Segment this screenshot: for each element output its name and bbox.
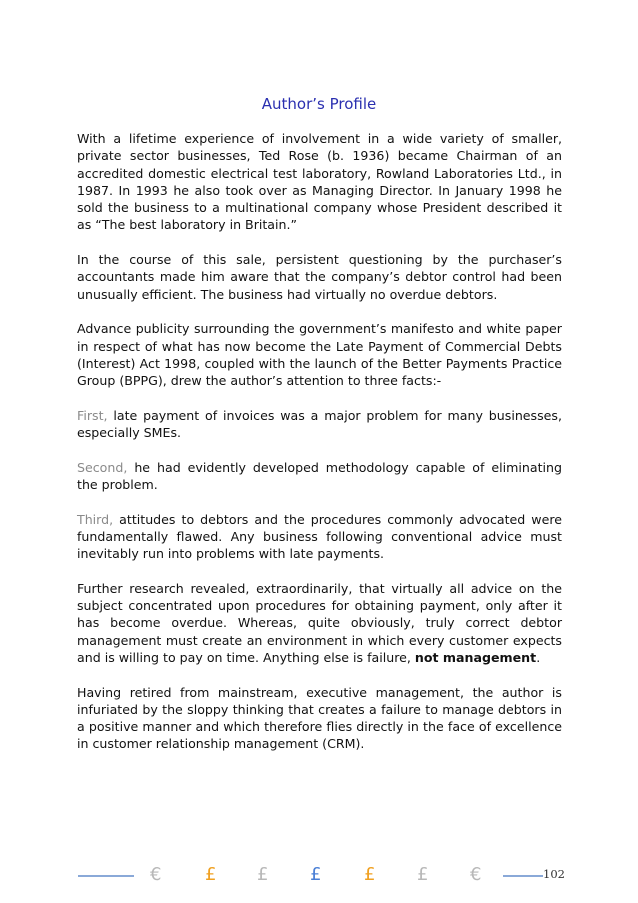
footer-rule-right: [503, 875, 543, 877]
fact-first: [77, 407, 562, 442]
fact-lead: First,: [77, 407, 108, 423]
euro-icon: €: [470, 864, 482, 885]
paragraph-publicity: Advance publicity surrounding the government’s manifesto and white paper in respect of what has now become the Late Payment of Commercial Debts (Interest) Act 1998, coupled with the launch of the Better Payments Practice Group (BPPG), drew the author’s attention to three facts:-: [77, 321, 562, 389]
research-emphasis: not management: [414, 649, 537, 665]
euro-icon: €: [150, 864, 162, 885]
page-footer: [0, 855, 638, 895]
pound-icon: £: [364, 864, 376, 885]
fact-text: late payment of invoices was a major problem for many businesses, especially SMEs.: [77, 407, 562, 441]
paragraph-research: [77, 580, 562, 666]
paragraph-sale: In the course of this sale, persistent questioning by the purchaser’s accountants made him aware that the company’s debtor control had been unusually efficient. The business had virtually no overdue debtors.: [77, 252, 562, 302]
body-text: [77, 130, 562, 770]
fact-lead: Third,: [77, 511, 114, 527]
pound-icon: £: [257, 864, 269, 885]
paragraph-closing: Having retired from mainstream, executive management, the author is infuriated by the sloppy thinking that creates a failure to manage debtors in a positive manner and which therefore flies directly in the face of excellence in customer relationship management (CRM).: [77, 684, 562, 752]
pound-icon: £: [310, 864, 322, 885]
footer-rule-left: [78, 875, 134, 877]
paragraph-intro: With a lifetime experience of involvement in a wide variety of smaller, private sector businesses, Ted Rose (b. 1936) became Chairman of an accredited domestic electrical test laboratory, Rowland Laboratories Ltd., in 1987. In 1993 he also took over as Managing Director. In January 1998 he sold the business to a multinational company whose President described it as “The best laboratory in Britain.”: [77, 131, 562, 233]
pound-icon: £: [417, 864, 429, 885]
fact-text: he had evidently developed methodology capable of eliminating the problem.: [77, 459, 562, 492]
fact-text: attitudes to debtors and the procedures commonly advocated were fundamentally flawed. Any business following conventional advice must inevitably run into problems with late payments.: [77, 511, 562, 562]
fact-third: [77, 511, 562, 563]
fact-lead: Second,: [77, 459, 128, 475]
page-number: 102: [543, 867, 565, 881]
research-text: Further research revealed, extraordinarily, that virtually all advice on the subject concentrated upon procedures for obtaining payment, only after it has become overdue. Whereas, quite obviously, truly correct debtor management must create an environment in which every customer expects and is willing to pay on time. Anything else is failure,: [77, 580, 562, 665]
page-title: Author’s Profile: [261, 95, 377, 113]
fact-second: [77, 459, 562, 494]
pound-icon: £: [205, 864, 217, 885]
research-end: .: [536, 649, 541, 665]
